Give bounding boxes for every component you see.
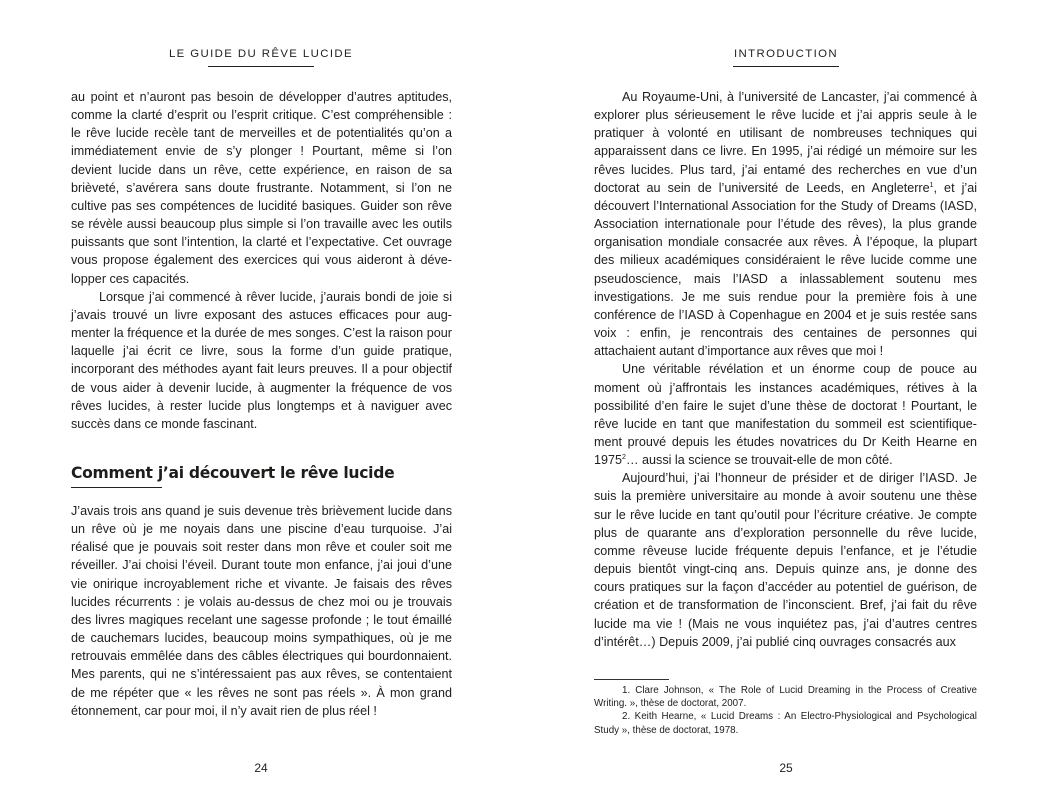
running-head-rule: [208, 66, 314, 67]
paragraph: [594, 469, 977, 651]
text-segment: Une véritable révélation et un énorme coup de pouce au moment où j’affrontais les instances académiques, rétives à la possibilité d’en faire le sujet d’une thèse de doctorat ! Pourtant, le rêve lucide en tant que manifestation du sommeil est scientifiquement prouvé depuis les études novatrices du Dr Keith Hearne en 1975: [594, 362, 977, 468]
footnote-ref[interactable]: 2: [622, 454, 626, 462]
footnote: 1. Clare Johnson, « The Role of Lucid Dreaming in the Process of Creative Writing. », thèse de doctorat, 2007.: [594, 685, 977, 710]
footnote-ref[interactable]: 1: [929, 181, 934, 189]
paragraph: [594, 360, 977, 469]
page-number: 25: [779, 761, 793, 775]
running-head-rule: [733, 66, 839, 67]
text-segment: , et j’ai découvert l’International Association for the Study of Dreams (IASD, Association internationale pour l’étude des rêves), la plus grande organisation mondiale consacrée aux rêves. À l’époque, la plupart des milieux académiques considéraient le rêve lucide comme une pseudoscience, mais l’IASD a inlassablement soutenu mes investigations. Je me suis rendue pour la première fois à une conférence de l’IASD à Copenhague en 2004 et je suis restée sans voix : enfin, je rencontrais des centaines de personnes qui attachaient autant d’importance aux rêves que moi !: [594, 180, 977, 359]
paragraph: J’avais trois ans quand je suis devenue très brièvement lucide dans un rêve où je me noyais dans une piscine d’eau turquoise. J’ai réalisé que je pouvais soit rester dans mon rêve et couler soit me réveiller. J’ai choisi l’éveil. Durant toute mon enfance, j’ai joui d’une vie onirique incroyablement riche et vivante. Je faisais des rêves lucides récurrents : je volais au-dessus de chez moi ou je trouvais des livres magiques recelant une sagesse profonde ; le tout émaillé de cauchemars lucides, beaucoup moins sympathiques, où je me retrouvais emmêlée dans des câbles électriques qui bourdonnaient. Mes parents, qui ne s’intéressaient pas aux rêves, se contentaient de me répéter que « les rêves ne sont pas réels ». À mon grand étonnement, car pour moi, il n’y avait rien de plus réel !: [71, 504, 452, 718]
body-text-bottom: [71, 502, 452, 720]
paragraph: au point et n’auront pas besoin de développer d’autres aptitudes, comme la clarté d’esprit ou l’esprit critique. C’est compréhensible : le rêve lucide recèle tant de merveilles et de potentialités qu’on a immédiatement envie de s’y plonger ! Pourtant, même si l’on devient lucide dans un rêve, cette expérience, en raison de sa brièveté, s’avérera sans doute frustrante. Notamment, si l’on ne cultive pas ses compétences de lucidité basiques. Guider son rêve se révèle aussi beaucoup plus simple si l’on travaille avec les outils puissants que sont l’intention, la clarté et l’expectative. Cet ouvrage vous propose également des exercices qui vous aideront à développer ces capacités.: [71, 90, 452, 286]
text-segment: Aujourd’hui, j’ai l’honneur de présider et de diriger l’IASD. Je suis la première universitaire au monde à avoir soutenu une thèse sur le rêve lucide en tant qu’outil pour l’écriture créative. Je compte plus de quarante ans d’exploration personnelle du rêve lucide, comme rêveuse lucide fréquente depuis l’enfance, et je l’étudie depuis bientôt vingt-cinq ans. Depuis quinze ans, je donne des cours pratiques sur la façon d’accéder au potentiel de guérison, de création et de transformation de l’inconscient. Bref, j’ai fait du rêve lucide ma vie ! (Mais ne vous inquiétez pas, j’ai d’autres centres d’intérêt…) Depuis 2009, j’ai publié cinq ouvrages consacrés aux: [594, 471, 977, 649]
section-heading: Comment j’ai découvert le rêve lucide: [71, 464, 395, 482]
page-number: 24: [254, 761, 268, 775]
running-head: LE GUIDE DU RÊVE LUCIDE: [168, 48, 354, 60]
text-segment: … aussi la science se trouvait-elle de mon côté.: [625, 453, 893, 468]
body-text-top: [71, 88, 452, 433]
body-text: [594, 88, 977, 651]
footnote: 2. Keith Hearne, « Lucid Dreams : An Electro-Physiological and Psychological Study », thèse de doctorat, 1978.: [594, 711, 977, 736]
footnotes: [594, 684, 977, 737]
section-heading-rule: [71, 487, 162, 488]
paragraph: [594, 88, 977, 360]
footnote-rule: [594, 679, 669, 680]
paragraph: Lorsque j’ai commencé à rêver lucide, j’aurais bondi de joie si j’avais trouvé un livre exposant des astuces efficaces pour augmenter la fréquence et la durée de mes songes. C’est la raison pour laquelle j’ai écrit ce livre, sous la forme d’un guide pratique, incorporant des méthodes ayant fait leurs preuves. Il a pour objectif de vous aider à devenir lucide, à augmenter la fréquence de vos rêves lucides, à rester lucide plus longtemps et à naviguer avec succès dans ce monde fascinant.: [71, 289, 452, 431]
right-page: [525, 0, 1050, 801]
text-segment: Au Royaume-Uni, à l’université de Lancaster, j’ai commencé à explorer plus sérieusement le rêve lucide et j’ai appris seule à le pratiquer à volonté en utilisant de nombreuses techniques qui apparaissent dans ce livre. En 1995, j’ai rédigé un mémoire sur les rêves lucides. Plus tard, j’ai entamé des recherches en vue d’un doctorat au sein de l’université de Leeds, en Angleterre: [594, 90, 977, 195]
running-head: INTRODUCTION: [733, 48, 839, 60]
